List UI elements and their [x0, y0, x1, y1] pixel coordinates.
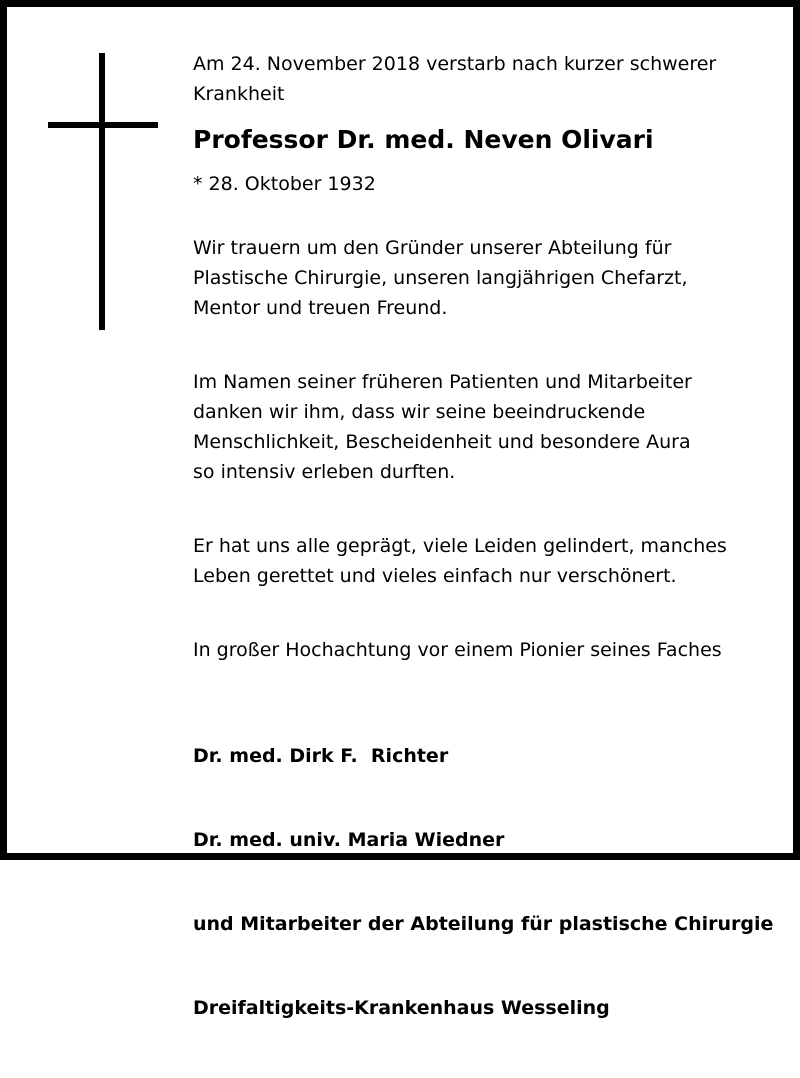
intro-line: Krankheit	[193, 83, 285, 105]
gratitude-paragraph	[193, 367, 763, 487]
paragraph-line: Im Namen seiner früheren Patienten und Mitarbeiter	[193, 371, 692, 393]
paragraph-line: danken wir ihm, dass wir seine beeindruckende	[193, 401, 646, 423]
cross-horizontal-bar	[48, 122, 158, 128]
legacy-paragraph	[193, 531, 763, 591]
closing-line: In großer Hochachtung vor einem Pionier seines Faches	[193, 639, 722, 661]
signature-line: Dr. med. univ. Maria Wiedner	[193, 829, 505, 851]
death-announcement	[193, 49, 763, 109]
signature-line: Dreifaltigkeits-Krankenhaus Wesseling	[193, 997, 610, 1019]
mourning-paragraph	[193, 233, 763, 323]
paragraph-line: Mentor und treuen Freund.	[193, 297, 448, 319]
signature-line: Dr. med. Dirk F. Richter	[193, 745, 449, 767]
cross-vertical-bar	[99, 53, 105, 330]
birth-date: * 28. Oktober 1932	[193, 173, 376, 195]
paragraph-line: Plastische Chirurgie, unseren langjährigen Chefarzt,	[193, 267, 688, 289]
paragraph-line: Er hat uns alle geprägt, viele Leiden gelindert, manches	[193, 535, 727, 557]
deceased-name: Professor Dr. med. Neven Olivari	[193, 125, 654, 154]
paragraph-line: Wir trauern um den Gründer unserer Abteilung für	[193, 237, 672, 259]
intro-line: Am 24. November 2018 verstarb nach kurzer schwerer	[193, 53, 717, 75]
notice-text	[193, 49, 774, 1078]
paragraph-line: so intensiv erleben durften.	[193, 461, 456, 483]
paragraph-line: Menschlichkeit, Bescheidenheit und besondere Aura	[193, 431, 691, 453]
signature-line: und Mitarbeiter der Abteilung für plastische Chirurgie	[193, 913, 774, 935]
paragraph-line: Leben gerettet und vieles einfach nur verschönert.	[193, 565, 677, 587]
signature-block	[193, 686, 774, 1078]
